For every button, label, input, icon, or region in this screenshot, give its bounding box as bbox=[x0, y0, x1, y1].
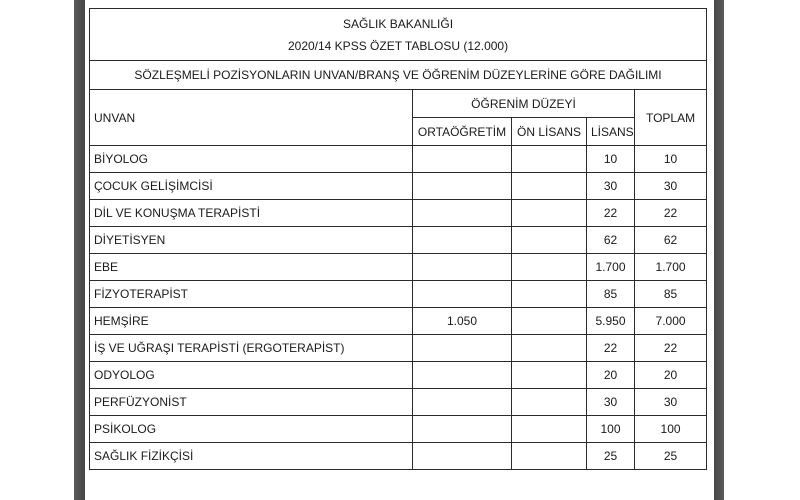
cell-toplam: 10 bbox=[635, 146, 707, 173]
header-lisans: LİSANS bbox=[587, 118, 635, 146]
cell-lisans: 22 bbox=[587, 335, 635, 362]
table-row bbox=[90, 254, 707, 281]
cell-on-lisans bbox=[512, 281, 587, 308]
header-toplam: TOPLAM bbox=[635, 90, 707, 146]
cell-ortaogretim bbox=[413, 254, 512, 281]
cell-toplam: 62 bbox=[635, 227, 707, 254]
distribution-row bbox=[90, 61, 707, 90]
cell-toplam: 22 bbox=[635, 335, 707, 362]
table-row bbox=[90, 416, 707, 443]
cell-lisans: 25 bbox=[587, 443, 635, 470]
cell-lisans: 100 bbox=[587, 416, 635, 443]
cell-on-lisans bbox=[512, 227, 587, 254]
cell-toplam: 20 bbox=[635, 362, 707, 389]
cell-ortaogretim bbox=[413, 416, 512, 443]
subtitle-row bbox=[90, 33, 707, 61]
cell-toplam: 1.700 bbox=[635, 254, 707, 281]
cell-toplam: 22 bbox=[635, 200, 707, 227]
cell-ortaogretim bbox=[413, 200, 512, 227]
table-row bbox=[90, 308, 707, 335]
cell-on-lisans bbox=[512, 173, 587, 200]
cell-lisans: 62 bbox=[587, 227, 635, 254]
cell-unvan: DİL VE KONUŞMA TERAPİSTİ bbox=[90, 200, 413, 227]
viewer-left-gutter bbox=[0, 0, 85, 500]
header-education-level: ÖĞRENİM DÜZEYİ bbox=[413, 90, 635, 118]
cell-lisans: 22 bbox=[587, 200, 635, 227]
cell-ortaogretim bbox=[413, 146, 512, 173]
table-row bbox=[90, 335, 707, 362]
header-on-lisans: ÖN LİSANS bbox=[512, 118, 587, 146]
cell-toplam: 25 bbox=[635, 443, 707, 470]
viewer-right-edge bbox=[714, 0, 724, 500]
table-row bbox=[90, 173, 707, 200]
cell-ortaogretim bbox=[413, 362, 512, 389]
title-row bbox=[90, 9, 707, 33]
cell-unvan: HEMŞİRE bbox=[90, 308, 413, 335]
table-row bbox=[90, 389, 707, 416]
cell-lisans: 5.950 bbox=[587, 308, 635, 335]
cell-lisans: 20 bbox=[587, 362, 635, 389]
cell-unvan: PERFÜZYONİST bbox=[90, 389, 413, 416]
table-row bbox=[90, 146, 707, 173]
cell-unvan: ODYOLOG bbox=[90, 362, 413, 389]
cell-on-lisans bbox=[512, 335, 587, 362]
table-row bbox=[90, 443, 707, 470]
summary-table bbox=[89, 8, 707, 470]
summary-sheet bbox=[89, 8, 706, 470]
viewer-left-edge bbox=[74, 0, 85, 500]
cell-on-lisans bbox=[512, 308, 587, 335]
cell-ortaogretim bbox=[413, 227, 512, 254]
table-row bbox=[90, 200, 707, 227]
cell-unvan: SAĞLIK FİZİKÇİSİ bbox=[90, 443, 413, 470]
cell-ortaogretim bbox=[413, 443, 512, 470]
cell-on-lisans bbox=[512, 200, 587, 227]
cell-unvan: EBE bbox=[90, 254, 413, 281]
cell-ortaogretim bbox=[413, 389, 512, 416]
viewer-right-gutter bbox=[714, 0, 800, 500]
header-ortaogretim: ORTAÖĞRETİM bbox=[413, 118, 512, 146]
header-unvan: UNVAN bbox=[90, 90, 413, 146]
cell-lisans: 1.700 bbox=[587, 254, 635, 281]
cell-on-lisans bbox=[512, 416, 587, 443]
ministry-title: SAĞLIK BAKANLIĞI bbox=[90, 9, 707, 33]
cell-ortaogretim: 1.050 bbox=[413, 308, 512, 335]
cell-on-lisans bbox=[512, 362, 587, 389]
cell-toplam: 30 bbox=[635, 389, 707, 416]
cell-toplam: 100 bbox=[635, 416, 707, 443]
cell-on-lisans bbox=[512, 443, 587, 470]
cell-unvan: FİZYOTERAPİST bbox=[90, 281, 413, 308]
cell-lisans: 85 bbox=[587, 281, 635, 308]
document-page[interactable] bbox=[85, 0, 714, 500]
table-row bbox=[90, 281, 707, 308]
cell-lisans: 30 bbox=[587, 389, 635, 416]
cell-ortaogretim bbox=[413, 335, 512, 362]
cell-toplam: 7.000 bbox=[635, 308, 707, 335]
cell-toplam: 30 bbox=[635, 173, 707, 200]
cell-toplam: 85 bbox=[635, 281, 707, 308]
kpss-subtitle: 2020/14 KPSS ÖZET TABLOSU (12.000) bbox=[90, 33, 707, 61]
cell-lisans: 30 bbox=[587, 173, 635, 200]
cell-unvan: ÇOCUK GELİŞİMCİSİ bbox=[90, 173, 413, 200]
cell-ortaogretim bbox=[413, 173, 512, 200]
table-row bbox=[90, 227, 707, 254]
header-row-1 bbox=[90, 90, 707, 118]
cell-unvan: DİYETİSYEN bbox=[90, 227, 413, 254]
cell-unvan: BİYOLOG bbox=[90, 146, 413, 173]
cell-unvan: İŞ VE UĞRAŞI TERAPİSTİ (ERGOTERAPİST) bbox=[90, 335, 413, 362]
cell-on-lisans bbox=[512, 254, 587, 281]
cell-ortaogretim bbox=[413, 281, 512, 308]
table-row bbox=[90, 362, 707, 389]
cell-unvan: PSİKOLOG bbox=[90, 416, 413, 443]
distribution-title: SÖZLEŞMELİ POZİSYONLARIN UNVAN/BRANŞ VE ÖĞRENİM DÜZEYLERİNE GÖRE DAĞILIMI bbox=[90, 61, 707, 90]
cell-on-lisans bbox=[512, 146, 587, 173]
cell-on-lisans bbox=[512, 389, 587, 416]
cell-lisans: 10 bbox=[587, 146, 635, 173]
